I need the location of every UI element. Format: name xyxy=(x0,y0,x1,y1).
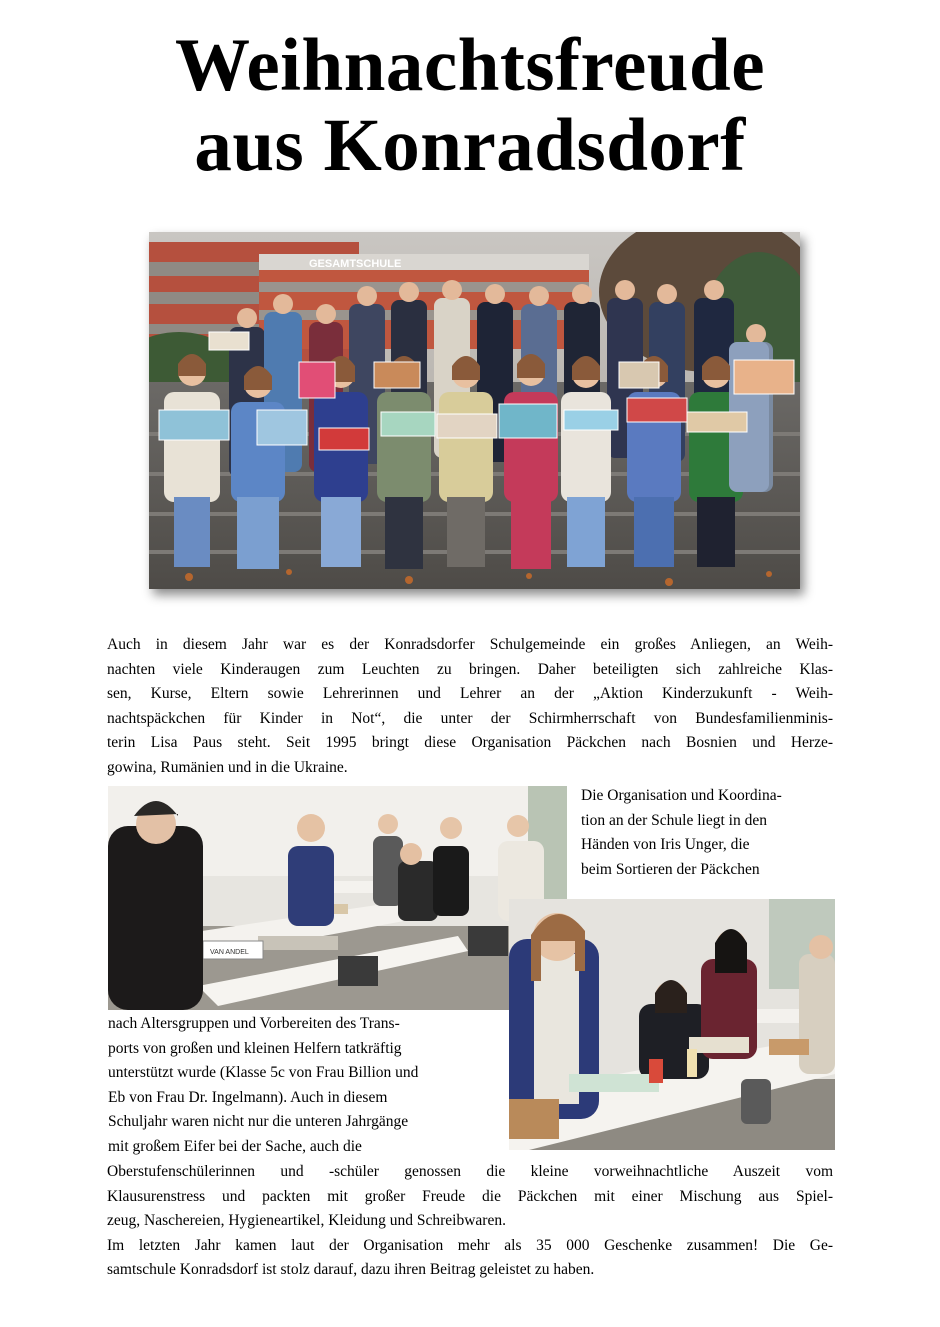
classroom-photo-right-illustration xyxy=(509,899,835,1150)
group-photo xyxy=(149,232,800,589)
title-line-2: aus Konradsdorf xyxy=(194,104,746,187)
text-line: zeug, Naschereien, Hygieneartikel, Kleidung und Schreibwaren. xyxy=(107,1212,506,1229)
paragraph-closing xyxy=(107,1160,833,1283)
classroom-photo-right xyxy=(509,899,835,1150)
text-line: beim Sortieren der Päckchen xyxy=(581,860,760,878)
text-line: nachten viele Kinderaugen zum Leuchten zu bringen. Daher beteiligten sich zahlreiche Klas- xyxy=(107,660,833,678)
paragraph-organisation xyxy=(581,784,831,882)
text-line: samtschule Konradsdorf ist stolz darauf, dazu ihren Beitrag geleistet zu haben. xyxy=(107,1261,595,1278)
school-sign-text: GESAMTSCHULE xyxy=(309,258,402,270)
group-photo-illustration xyxy=(149,232,800,589)
text-line: mit großem Eifer bei der Sache, auch die xyxy=(108,1137,362,1155)
text-line: Schuljahr waren nicht nur die unteren Jahrgänge xyxy=(108,1113,409,1130)
classroom-photo-left-illustration xyxy=(108,786,567,1010)
text-line: Eb von Frau Dr. Ingelmann). Auch in diesem xyxy=(108,1088,388,1106)
text-line: Auch in diesem Jahr war es der Konradsdorfer Schulgemeinde ein großes Anliegen, an Weih- xyxy=(107,636,833,653)
text-line: Oberstufenschülerinnen und -schüler genossen die kleine vorweihnachtliche Auszeit vom xyxy=(107,1163,833,1180)
text-line: terin Lisa Paus steht. Seit 1995 bringt diese Organisation Päckchen nach Bosnien und Herze- xyxy=(107,734,833,751)
text-line: tion an der Schule liegt in den xyxy=(581,811,767,829)
classroom-photo-left xyxy=(108,786,567,1010)
text-line: Im letzten Jahr kamen laut der Organisation mehr als 35 000 Geschenke zusammen! Die Ge- xyxy=(107,1236,833,1254)
paragraph-intro xyxy=(107,633,833,780)
text-line: gowina, Rumänien und in die Ukraine. xyxy=(107,758,348,776)
text-line: unterstützt wurde (Klasse 5c von Frau Billion und xyxy=(108,1064,419,1081)
article-title xyxy=(0,26,940,186)
text-line: Klausurenstress und packten mit großer Freude die Päckchen mit einer Mischung aus Spiel- xyxy=(107,1187,833,1205)
text-line: nachtspäckchen für Kinder in Not“, die unter der Schirmherrschaft von Bundesfamilienminis- xyxy=(107,709,833,727)
text-line: Händen von Iris Unger, die xyxy=(581,836,750,853)
title-line-1: Weihnachtsfreude xyxy=(175,24,765,107)
box-label: VAN ANDEL xyxy=(210,949,249,956)
text-line: ports von großen und kleinen Helfern tatkräftig xyxy=(108,1039,402,1057)
text-line: sen, Kurse, Eltern sowie Lehrerinnen und Lehrer an der „Aktion Kinderzukunft - Weih- xyxy=(107,685,833,702)
text-line: Die Organisation und Koordina- xyxy=(581,787,782,804)
paragraph-helpers xyxy=(108,1012,498,1159)
text-line: nach Altersgruppen und Vorbereiten des Trans- xyxy=(108,1015,400,1032)
